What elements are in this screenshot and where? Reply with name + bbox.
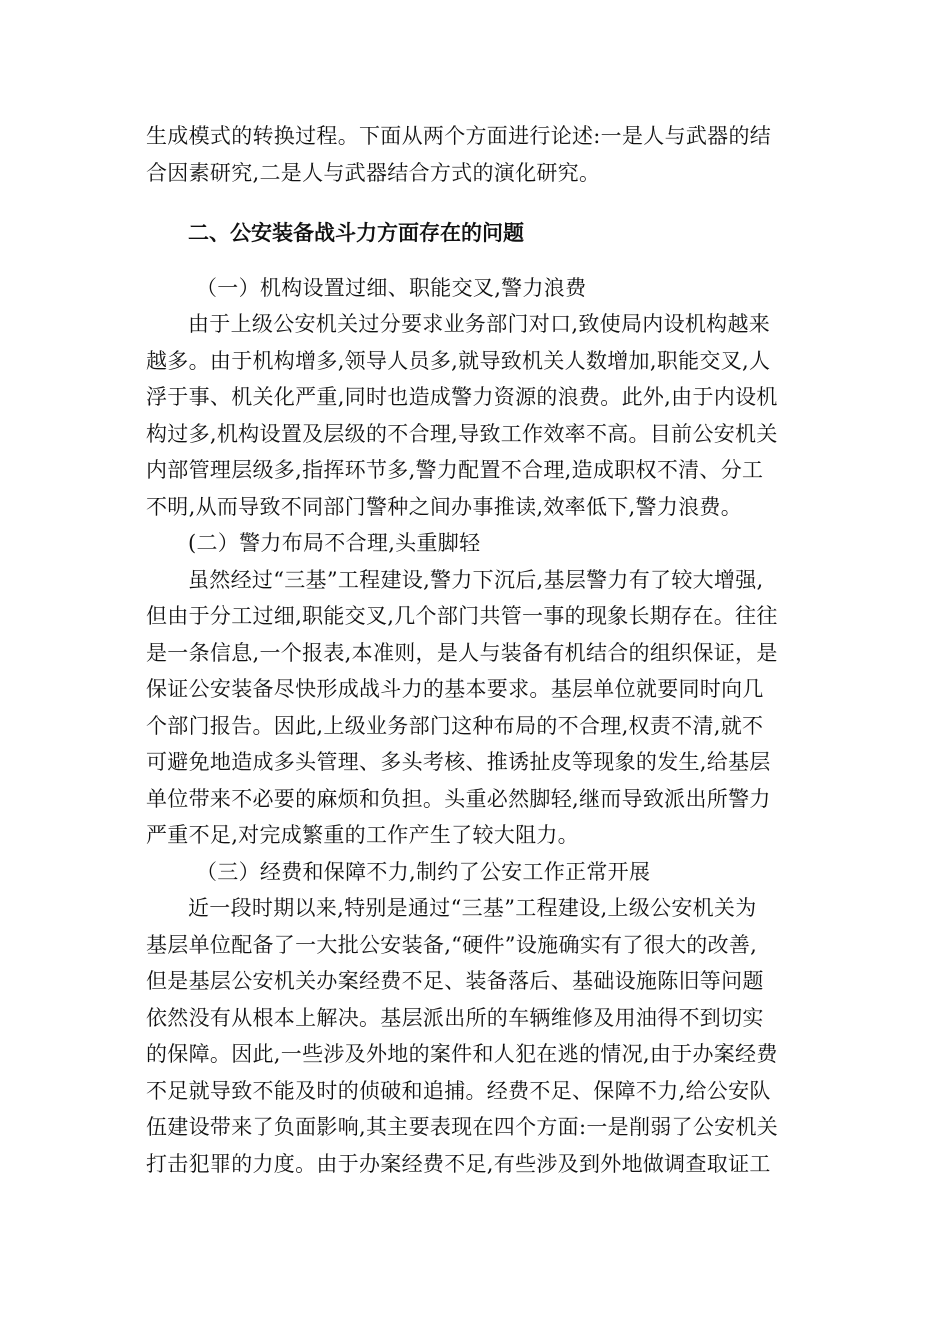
paragraph-line: 保证公安装备尽快形成战斗力的基本要求。基层单位就要同时向几 (146, 677, 764, 701)
paragraph-line: 生成模式的转换过程。下面从两个方面进行论述:一是人与武器的结 (146, 124, 772, 148)
paragraph-line: 由于上级公安机关过分要求业务部门对口,致使局内设机构越来 (188, 312, 771, 336)
intro-paragraph (146, 118, 814, 191)
paragraph-line: 是一条信息,一个报表,本准则，是人与装备有机结合的组织保证，是 (146, 640, 778, 665)
paragraph-line: 构过多,机构设置及层级的不合理,导致工作效率不高。目前公安机关 (146, 421, 778, 446)
paragraph-line: 严重不足,对完成繁重的工作产生了较大阻力。 (146, 823, 579, 847)
paragraph-line: 内部管理层级多,指挥环节多,警力配置不合理,造成职权不清、分工 (146, 458, 764, 482)
paragraph-line: 伍建设带来了负面影响,其主要表现在四个方面:一是削弱了公安机关 (146, 1115, 779, 1139)
document-page (146, 118, 814, 1182)
paragraph-line: 基层单位配备了一大批公安装备,“硬件”设施确实有了很大的改善, (146, 932, 758, 957)
paragraph-line: 合因素研究,二是人与武器结合方式的演化研究。 (146, 160, 601, 185)
subsection-3 (146, 854, 814, 1183)
subsection-title: (二）警力布局不合理,头重脚轻 (188, 531, 481, 555)
paragraph-line: 不足就导致不能及时的侦破和追捕。经费不足、保障不力,给公安队 (146, 1078, 771, 1103)
paragraph-line: 不明,从而导致不同部门警种之间办事推读,效率低下,警力浪费。 (146, 494, 743, 519)
subsection-title: （一）机构设置过细、职能交叉,警力浪费 (196, 275, 587, 300)
section-heading: 二、公安装备战斗力方面存在的问题 (188, 221, 524, 245)
paragraph-line: 单位带来不必要的麻烦和负担。头重必然脚轻,继而导致派出所警力 (146, 786, 771, 811)
paragraph-line: 的保障。因此,一些涉及外地的案件和人犯在逃的情况,由于办案经费 (146, 1042, 778, 1066)
paragraph-line: 浮于事、机关化严重,同时也造成警力资源的浪费。此外,由于内设机 (146, 385, 778, 409)
subsection-title: （三）经费和保障不力,制约了公安工作正常开展 (196, 859, 651, 884)
paragraph-line: 虽然经过“三基”工程建设,警力下沉后,基层警力有了较大增强, (188, 567, 764, 592)
subsection-2 (146, 525, 814, 854)
paragraph-line: 越多。由于机构增多,领导人员多,就导致机关人数增加,职能交叉,人 (146, 348, 771, 373)
paragraph-line: 但是基层公安机关办案经费不足、装备落后、基础设施陈旧等问题 (146, 969, 764, 993)
subsection-1 (146, 270, 814, 526)
paragraph-line: 个部门报告。因此,上级业务部门这种布局的不合理,权责不清,就不 (146, 713, 764, 738)
paragraph-line: 近一段时期以来,特别是通过“三基”工程建设,上级公安机关为 (188, 896, 757, 920)
paragraph-line: 但由于分工过细,职能交叉,几个部门共管一事的现象长期存在。往往 (146, 604, 778, 628)
paragraph-line: 依然没有从根本上解决。基层派出所的车辆维修及用油得不到切实 (146, 1005, 764, 1030)
paragraph-line: 可避免地造成多头管理、多头考核、推诱扯皮等现象的发生,给基层 (146, 750, 771, 774)
paragraph-line: 打击犯罪的力度。由于办案经费不足,有些涉及到外地做调查取证工 (146, 1151, 771, 1176)
